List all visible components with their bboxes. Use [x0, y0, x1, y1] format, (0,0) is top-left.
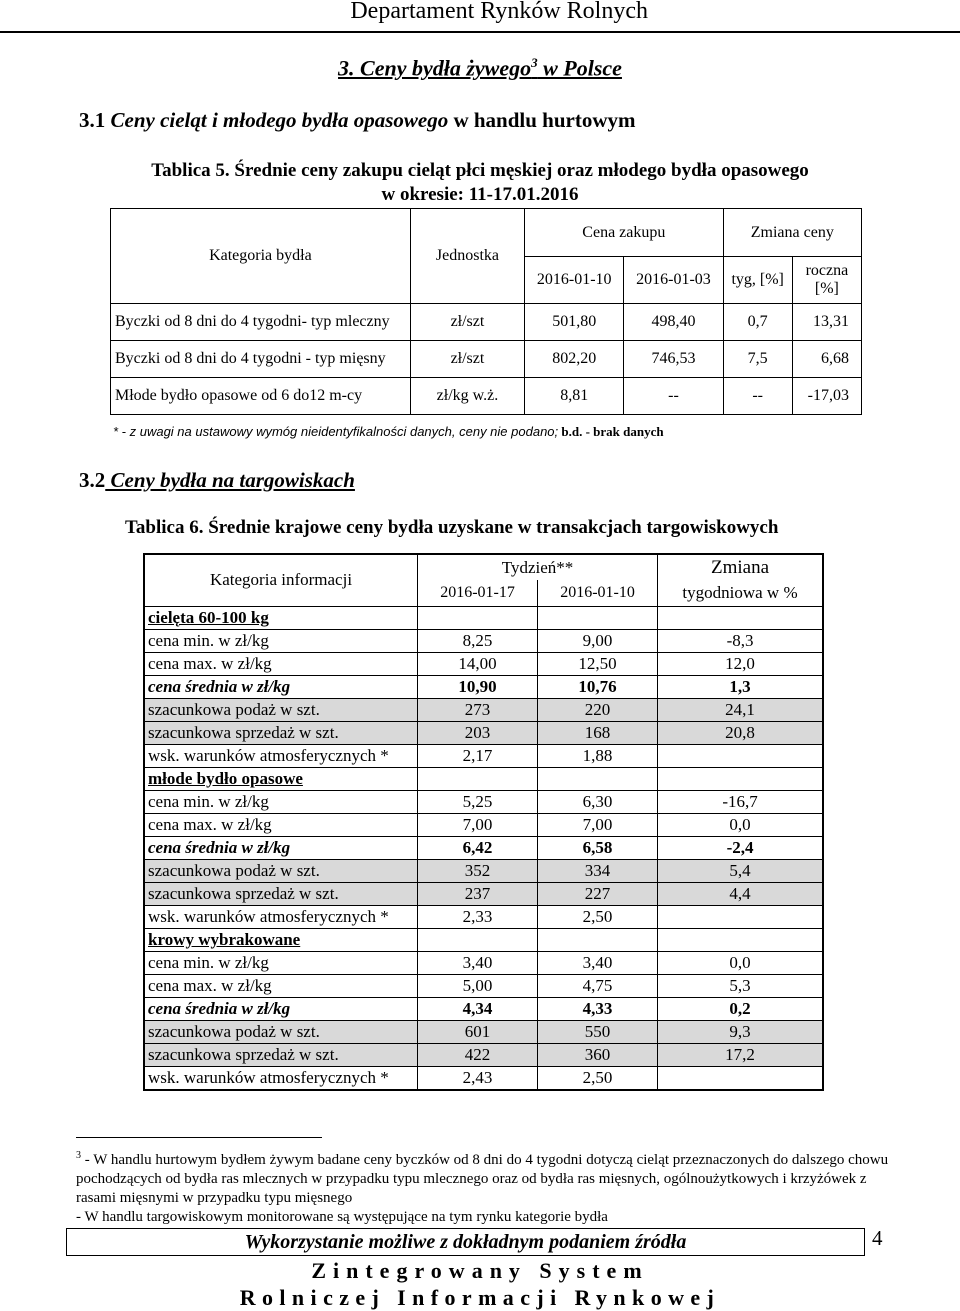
t6-cell-v2: 360 [538, 1043, 658, 1066]
t5-header-yearly: roczna [%] [792, 257, 861, 304]
t6-cell-v2: 168 [538, 721, 658, 744]
t6-cell-v1: 237 [418, 882, 538, 905]
t5-cell-unit: zł/szt [410, 341, 524, 378]
t5-cell-yearly: -17,03 [792, 378, 861, 415]
t5-cell-category: Byczki od 8 dni do 4 tygodni- typ mleczny [111, 304, 411, 341]
t6-row [144, 836, 823, 859]
t5-header-date1: 2016-01-10 [525, 257, 624, 304]
t6-cell-label: szacunkowa sprzedaż w szt. [144, 1043, 418, 1066]
t6-cell-v1: 601 [418, 1020, 538, 1043]
t6-section-row [144, 767, 823, 790]
t6-empty-cell [658, 767, 823, 790]
t6-cell-v2: 1,88 [538, 744, 658, 767]
t6-cell-chg: 4,4 [658, 882, 823, 905]
t6-cell-v2: 550 [538, 1020, 658, 1043]
t6-row [144, 698, 823, 721]
section-3-title: 3. Ceny bydła żywego$^3$ w Polsce [338, 55, 622, 81]
t6-cell-v2: 7,00 [538, 813, 658, 836]
t6-empty-cell [418, 767, 538, 790]
page-number: 4 [872, 1226, 883, 1250]
t6-cell-chg: 17,2 [658, 1043, 823, 1066]
t6-cell-v2: 2,50 [538, 905, 658, 928]
t6-row [144, 997, 823, 1020]
t6-cell-v2: 12,50 [538, 652, 658, 675]
t6-cell-v1: 203 [418, 721, 538, 744]
t6-cell-label: cena średnia w zł/kg [144, 836, 418, 859]
t5-row [111, 304, 862, 341]
t6-empty-cell [538, 928, 658, 951]
t6-cell-v1: 14,00 [418, 652, 538, 675]
t6-cell-v1: 3,40 [418, 951, 538, 974]
t5-row [111, 378, 862, 415]
table5-caption: Tablica 5. Średnie ceny zakupu cieląt płci męskiej oraz młodego bydła opasowego [151, 160, 809, 181]
t5-cell-p2: 746,53 [624, 341, 723, 378]
t6-cell-chg [658, 744, 823, 767]
t6-cell-chg: 0,2 [658, 997, 823, 1020]
t5-cell-p1: 501,80 [525, 304, 624, 341]
table5-period: w okresie: 11-17.01.2016 [381, 184, 579, 205]
t6-cell-v1: 422 [418, 1043, 538, 1066]
t6-cell-label: wsk. warunków atmosferycznych * [144, 905, 418, 928]
t6-header-date1: 2016-01-17 [418, 580, 538, 606]
t6-cell-v1: 4,34 [418, 997, 538, 1020]
t6-cell-v1: 10,90 [418, 675, 538, 698]
t6-cell-label: cena max. w zł/kg [144, 813, 418, 836]
table5-note: * - z uwagi na ustawowy wymóg nieidentyfikalności danych, ceny nie podano; b.d. - brak danych [113, 424, 664, 439]
t6-empty-cell [538, 767, 658, 790]
t6-empty-cell [418, 928, 538, 951]
t6-header-change: Zmiana [658, 554, 823, 580]
table6-caption: Tablica 6. Średnie krajowe ceny bydła uzyskane w transakcjach targowiskowych [125, 517, 779, 538]
t6-cell-chg: 0,0 [658, 813, 823, 836]
t6-cell-label: cena min. w zł/kg [144, 629, 418, 652]
t6-cell-label: wsk. warunków atmosferycznych * [144, 1066, 418, 1090]
t6-cell-label: szacunkowa podaż w szt. [144, 698, 418, 721]
t6-cell-chg: 20,8 [658, 721, 823, 744]
t6-cell-chg: 5,4 [658, 859, 823, 882]
section-3-2-title: 3.2 Ceny bydła na targowiskach [79, 468, 355, 492]
t6-row [144, 629, 823, 652]
t6-cell-v1: 2,43 [418, 1066, 538, 1090]
t6-cell-v2: 220 [538, 698, 658, 721]
t5-cell-weekly: 0,7 [723, 304, 792, 341]
t5-header-date2: 2016-01-03 [624, 257, 723, 304]
t6-cell-label: szacunkowa podaż w szt. [144, 1020, 418, 1043]
t6-cell-v2: 2,50 [538, 1066, 658, 1090]
t6-cell-chg [658, 905, 823, 928]
t6-row [144, 790, 823, 813]
t6-cell-v1: 5,25 [418, 790, 538, 813]
t6-cell-v1: 6,42 [418, 836, 538, 859]
t6-row [144, 882, 823, 905]
t5-cell-weekly: 7,5 [723, 341, 792, 378]
t5-cell-yearly: 13,31 [792, 304, 861, 341]
footer-system-name-2: Rolniczej Informacji Rynkowej [239, 1285, 721, 1310]
t6-cell-chg: 9,3 [658, 1020, 823, 1043]
t6-row [144, 1043, 823, 1066]
t6-cell-v2: 4,33 [538, 997, 658, 1020]
t6-row [144, 652, 823, 675]
t6-cell-v1: 7,00 [418, 813, 538, 836]
t6-cell-label: szacunkowa podaż w szt. [144, 859, 418, 882]
t6-cell-v2: 334 [538, 859, 658, 882]
t6-cell-chg [658, 1066, 823, 1090]
t6-row [144, 974, 823, 997]
t6-cell-chg: 1,3 [658, 675, 823, 698]
footnote: $^3$ - W handlu hurtowym bydłem żywym badane ceny byczków od 8 dni do 4 tygodni dotyczą cieląt przeznaczonych do dalszego chowu pochodzących od bydła ras mlecznych w przypadku typu mlecznego oraz od bydła ras mięsnych, ogólnoużytkowych i krzyżówek z rasami mięsnymi w przypadku typu mięsnego - W handlu targowiskowym monitorowane są występujące na tym rynku kategorie bydła [76, 1150, 889, 1225]
t6-cell-v1: 8,25 [418, 629, 538, 652]
t5-cell-p1: 802,20 [525, 341, 624, 378]
t5-cell-p1: 8,81 [525, 378, 624, 415]
t6-cell-label: cena max. w zł/kg [144, 974, 418, 997]
t6-row [144, 1066, 823, 1090]
t6-section-title: cielęta 60-100 kg [144, 606, 418, 629]
t5-header-unit: Jednostka [410, 209, 524, 304]
t6-cell-v2: 9,00 [538, 629, 658, 652]
t6-row [144, 721, 823, 744]
t6-cell-label: wsk. warunków atmosferycznych * [144, 744, 418, 767]
t6-cell-v2: 6,30 [538, 790, 658, 813]
t6-cell-v1: 5,00 [418, 974, 538, 997]
t6-cell-v2: 10,76 [538, 675, 658, 698]
t6-cell-chg: -16,7 [658, 790, 823, 813]
footer-system-name: Zintegrowany System [311, 1258, 649, 1283]
t5-cell-category: Młode bydło opasowe od 6 do12 m-cy [111, 378, 411, 415]
t5-cell-weekly: -- [723, 378, 792, 415]
t6-cell-v1: 2,33 [418, 905, 538, 928]
t6-row [144, 951, 823, 974]
t6-header-date2: 2016-01-10 [538, 580, 658, 606]
t5-header-weekly: tyg, [%] [723, 257, 792, 304]
table6 [143, 553, 824, 1091]
t6-cell-v2: 227 [538, 882, 658, 905]
t6-cell-label: cena min. w zł/kg [144, 790, 418, 813]
t6-row [144, 744, 823, 767]
t6-cell-v1: 352 [418, 859, 538, 882]
t5-cell-p2: -- [624, 378, 723, 415]
t6-cell-v2: 3,40 [538, 951, 658, 974]
t6-cell-label: cena min. w zł/kg [144, 951, 418, 974]
t6-section-title: krowy wybrakowane [144, 928, 418, 951]
t6-cell-chg: -2,4 [658, 836, 823, 859]
t6-cell-label: cena średnia w zł/kg [144, 997, 418, 1020]
t6-row [144, 1020, 823, 1043]
table5 [110, 208, 862, 415]
t5-row [111, 341, 862, 378]
t6-row [144, 675, 823, 698]
t6-cell-v2: 6,58 [538, 836, 658, 859]
t6-cell-chg: 5,3 [658, 974, 823, 997]
t6-row [144, 813, 823, 836]
t6-cell-label: szacunkowa sprzedaż w szt. [144, 882, 418, 905]
header-divider [0, 31, 960, 33]
department-header: Departament Rynków Rolnych [350, 0, 648, 24]
t6-cell-label: szacunkowa sprzedaż w szt. [144, 721, 418, 744]
t6-cell-label: cena max. w zł/kg [144, 652, 418, 675]
t5-cell-unit: zł/kg w.ż. [410, 378, 524, 415]
t6-cell-label: cena średnia w zł/kg [144, 675, 418, 698]
t6-cell-chg: -8,3 [658, 629, 823, 652]
source-usage-notice: Wykorzystanie możliwe z dokładnym podaniem źródła [66, 1228, 865, 1256]
t6-header-category: Kategoria informacji [144, 554, 418, 606]
t5-header-change: Zmiana ceny [723, 209, 861, 257]
footnote-divider [76, 1137, 322, 1138]
t6-empty-cell [418, 606, 538, 629]
t6-section-title: młode bydło opasowe [144, 767, 418, 790]
t5-cell-category: Byczki od 8 dni do 4 tygodni - typ mięsny [111, 341, 411, 378]
t6-cell-chg: 24,1 [658, 698, 823, 721]
t6-section-row [144, 928, 823, 951]
t6-empty-cell [658, 928, 823, 951]
t6-cell-v1: 2,17 [418, 744, 538, 767]
t6-row [144, 859, 823, 882]
t5-cell-p2: 498,40 [624, 304, 723, 341]
section-3-1-title: 3.1 Ceny cieląt i młodego bydła opasowego w handlu hurtowym [79, 108, 636, 132]
t6-header-week: Tydzień** [418, 554, 658, 580]
t5-header-price: Cena zakupu [525, 209, 724, 257]
t5-cell-unit: zł/szt [410, 304, 524, 341]
t6-cell-chg: 12,0 [658, 652, 823, 675]
t6-empty-cell [658, 606, 823, 629]
t6-cell-chg: 0,0 [658, 951, 823, 974]
t6-cell-v2: 4,75 [538, 974, 658, 997]
t6-empty-cell [538, 606, 658, 629]
t6-header-change-weekly: tygodniowa w % [658, 580, 823, 606]
t6-cell-v1: 273 [418, 698, 538, 721]
t6-row [144, 905, 823, 928]
t6-section-row [144, 606, 823, 629]
t5-cell-yearly: 6,68 [792, 341, 861, 378]
t5-header-category: Kategoria bydła [111, 209, 411, 304]
